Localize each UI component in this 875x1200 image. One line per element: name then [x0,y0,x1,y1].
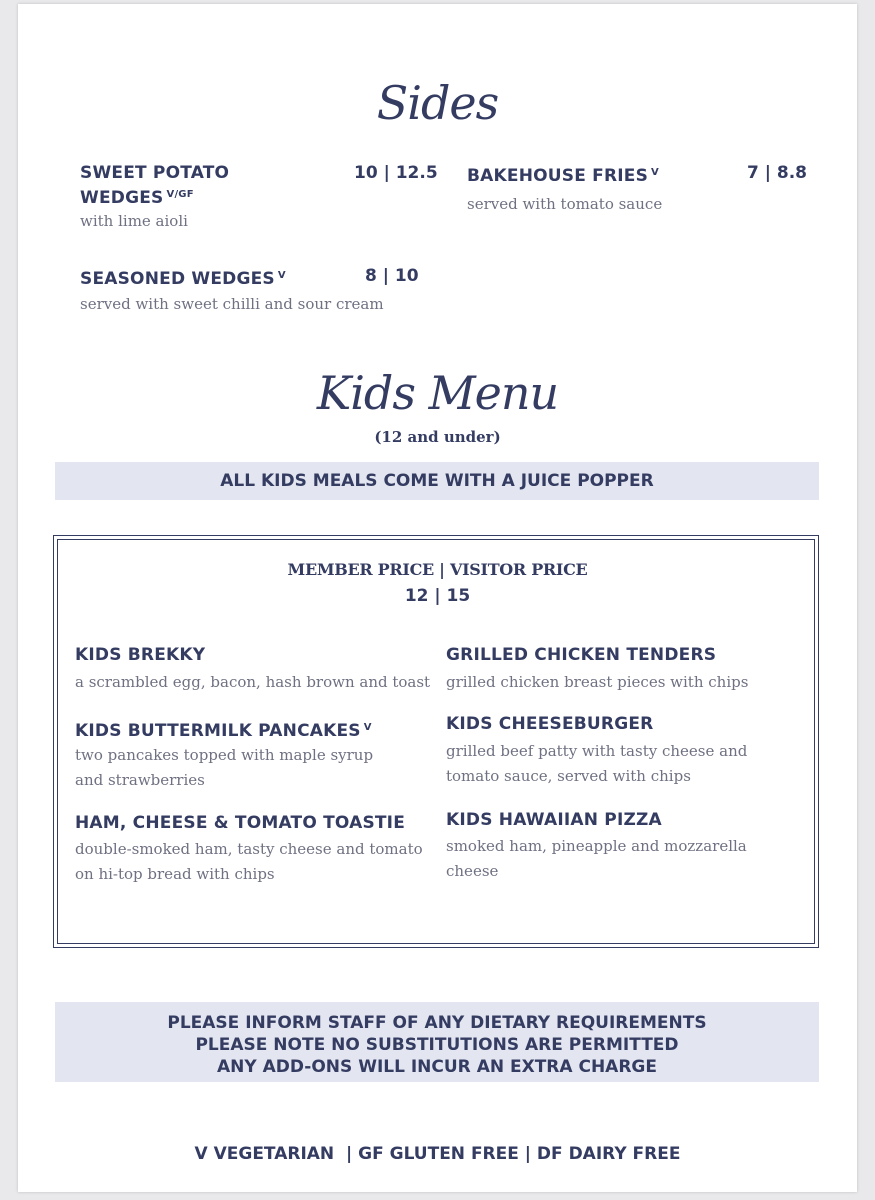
dietary-tag: V [277,270,286,281]
item-name-line: BAKEHOUSE FRIES [467,166,649,186]
kids-item-description [75,837,423,887]
description-line: a scrambled egg, bacon, hash brown and toast [75,673,431,691]
kids-menu-heading: Kids Menu [316,366,559,420]
kids-item-name: GRILLED CHICKEN TENDERS [446,645,717,665]
description-line: on hi-top bread with chips [75,865,275,883]
juice-popper-banner: ALL KIDS MEALS COME WITH A JUICE POPPER [55,462,819,500]
dietary-tag: V [363,722,372,733]
item-name-line: SEASONED WEDGES [80,269,275,289]
description-line: cheese [446,862,499,880]
description-line: tomato sauce, served with chips [446,767,691,785]
description-line: two pancakes topped with maple syrup [75,746,374,764]
kids-item-name: KIDS HAWAIIAN PIZZA [446,810,662,830]
description-line: double-smoked ham, tasty cheese and tomato [75,840,423,858]
description-line: smoked ham, pineapple and mozzarella [446,837,747,855]
kids-item-description [75,670,430,695]
item-name-line: SWEET POTATO [80,163,230,183]
kids-item-name: KIDS BREKKY [75,645,206,665]
item-description: served with tomato sauce [467,195,663,213]
item-name-line: WEDGES [80,188,164,208]
price-label: MEMBER PRICE | VISITOR PRICE [287,560,588,579]
dietary-tag: V/GF [166,189,194,200]
kids-item-description [446,834,747,884]
kids-item-description [446,739,747,789]
menu-item-name [467,162,659,187]
notice-line: ANY ADD-ONS WILL INCUR AN EXTRA CHARGE [216,1057,657,1077]
item-description: with lime aioli [80,212,188,230]
item-price: 8 | 10 [365,266,419,286]
kids-item-description [446,670,748,695]
description-line: and strawberries [75,771,205,789]
sides-heading: Sides [376,76,499,130]
price-values: 12 | 15 [404,586,471,606]
kids-menu-subheading: (12 and under) [374,428,501,446]
description-line: grilled beef patty with tasty cheese and [446,742,748,760]
menu-item-name [80,265,286,290]
dietary-legend: V VEGETARIAN | GF GLUTEN FREE | DF DAIRY FREE [194,1144,681,1164]
kids-item-name [75,717,372,742]
dietary-tag: V [651,167,659,178]
notice-line: PLEASE INFORM STAFF OF ANY DIETARY REQUIREMENTS [167,1013,707,1033]
dietary-notice-banner [55,1002,819,1082]
item-description: served with sweet chilli and sour cream [80,295,384,313]
kids-item-name: HAM, CHEESE & TOMATO TOASTIE [75,813,406,833]
item-price: 7 | 8.8 [747,163,807,183]
menu-page [18,4,857,1192]
kids-item-name: KIDS CHEESEBURGER [446,714,654,734]
item-name-line: KIDS BUTTERMILK PANCAKES [75,721,361,741]
notice-line: PLEASE NOTE NO SUBSTITUTIONS ARE PERMITTED [195,1035,679,1055]
item-price: 10 | 12.5 [354,163,438,183]
kids-item-description [75,743,373,793]
menu-item-name [80,162,229,209]
description-line: grilled chicken breast pieces with chips [446,673,749,691]
